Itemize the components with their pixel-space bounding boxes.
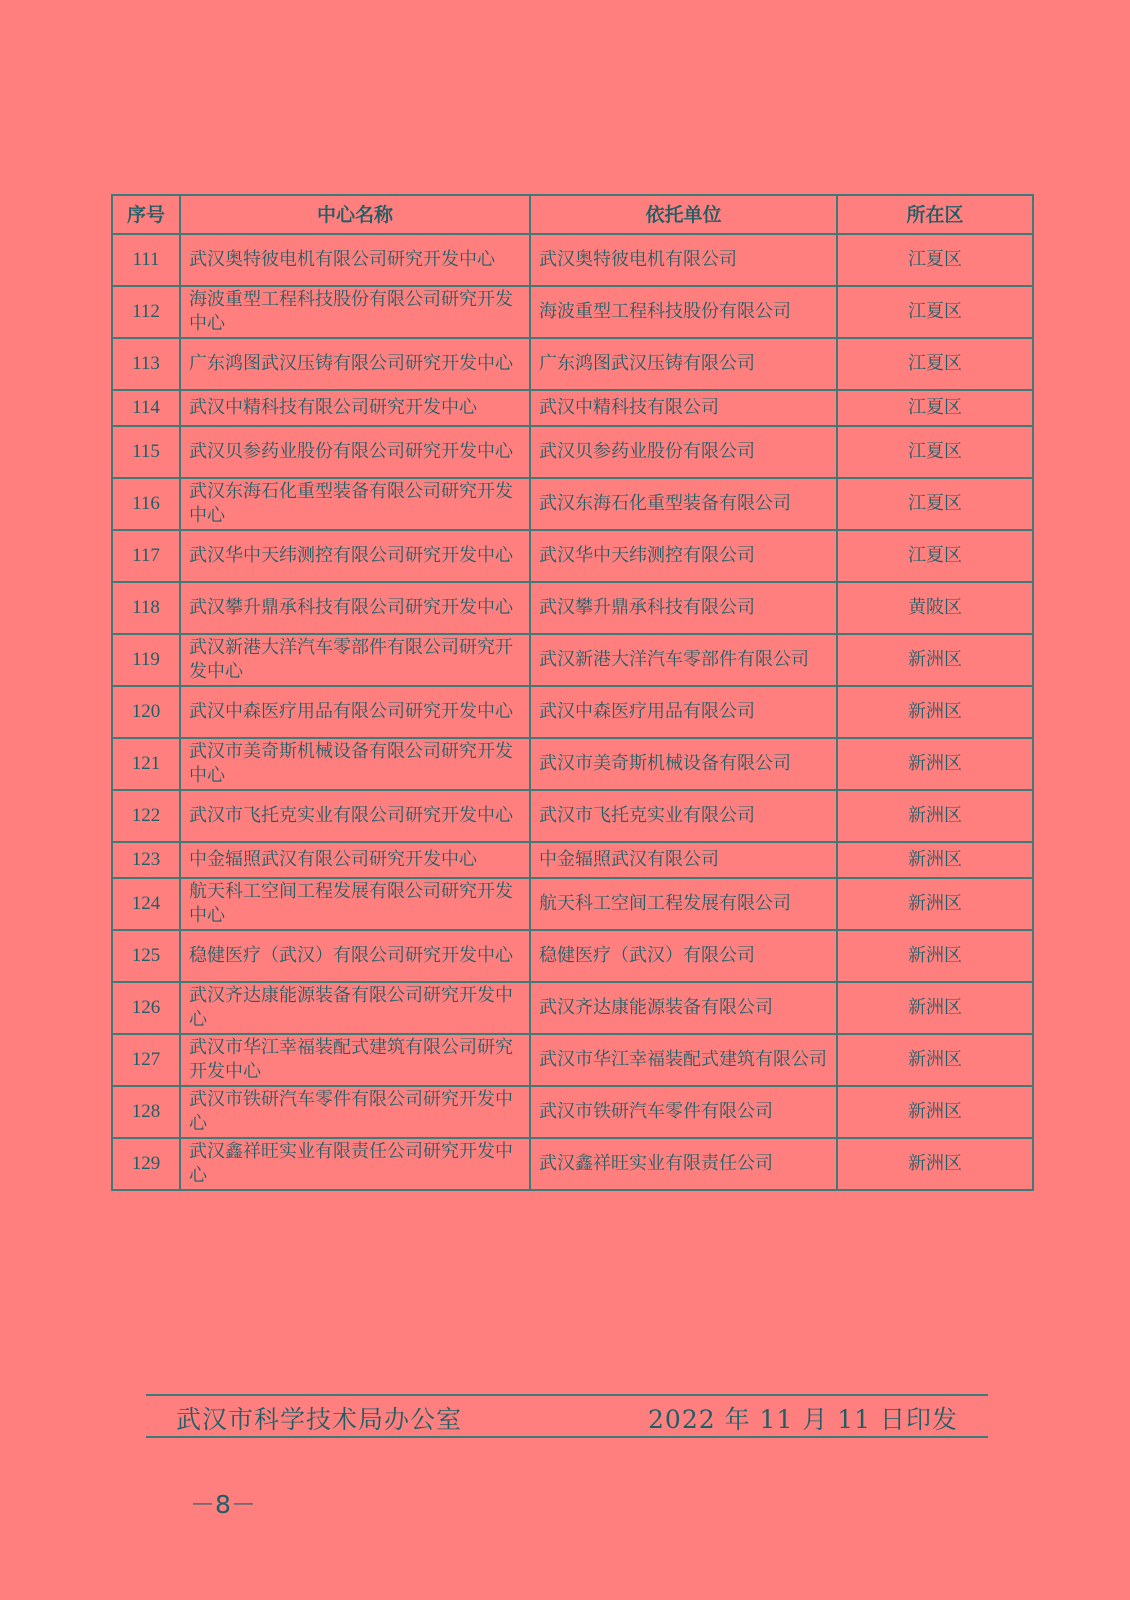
row-number: 126 (112, 982, 180, 1034)
table-row (112, 390, 1033, 426)
table-row (112, 426, 1033, 478)
center-name: 武汉齐达康能源装备有限公司研究开发中心 (180, 982, 530, 1034)
host-unit: 武汉攀升鼎承科技有限公司 (530, 582, 837, 634)
row-number: 116 (112, 478, 180, 530)
row-number: 120 (112, 686, 180, 738)
host-unit: 航天科工空间工程发展有限公司 (530, 878, 837, 930)
table-row (112, 634, 1033, 686)
host-unit: 武汉华中天纬测控有限公司 (530, 530, 837, 582)
row-number: 118 (112, 582, 180, 634)
center-name: 武汉市飞托克实业有限公司研究开发中心 (180, 790, 530, 842)
district: 江夏区 (837, 338, 1033, 390)
table-row (112, 1086, 1033, 1138)
district: 黄陂区 (837, 582, 1033, 634)
center-name: 武汉东海石化重型装备有限公司研究开发中心 (180, 478, 530, 530)
table-row (112, 582, 1033, 634)
table-row (112, 478, 1033, 530)
center-name: 武汉贝参药业股份有限公司研究开发中心 (180, 426, 530, 478)
table-row (112, 982, 1033, 1034)
row-number: 125 (112, 930, 180, 982)
district: 新洲区 (837, 1034, 1033, 1086)
host-unit: 武汉鑫祥旺实业有限责任公司 (530, 1138, 837, 1190)
district: 江夏区 (837, 234, 1033, 286)
district: 江夏区 (837, 390, 1033, 426)
host-unit: 武汉中精科技有限公司 (530, 390, 837, 426)
header-center-name: 中心名称 (180, 195, 530, 234)
center-name: 航天科工空间工程发展有限公司研究开发中心 (180, 878, 530, 930)
district: 新洲区 (837, 878, 1033, 930)
district: 新洲区 (837, 982, 1033, 1034)
center-name: 武汉攀升鼎承科技有限公司研究开发中心 (180, 582, 530, 634)
host-unit: 武汉中森医疗用品有限公司 (530, 686, 837, 738)
header-no: 序号 (112, 195, 180, 234)
district: 新洲区 (837, 1138, 1033, 1190)
row-number: 112 (112, 286, 180, 338)
header-district: 所在区 (837, 195, 1033, 234)
rd-center-table (111, 194, 1034, 1191)
host-unit: 武汉市华江幸福装配式建筑有限公司 (530, 1034, 837, 1086)
table-row (112, 842, 1033, 878)
district: 新洲区 (837, 842, 1033, 878)
table-body (112, 234, 1033, 1190)
host-unit: 海波重型工程科技股份有限公司 (530, 286, 837, 338)
center-name: 武汉中森医疗用品有限公司研究开发中心 (180, 686, 530, 738)
table-row (112, 878, 1033, 930)
table-row (112, 530, 1033, 582)
center-name: 武汉中精科技有限公司研究开发中心 (180, 390, 530, 426)
host-unit: 武汉新港大洋汽车零部件有限公司 (530, 634, 837, 686)
district: 新洲区 (837, 686, 1033, 738)
district: 江夏区 (837, 478, 1033, 530)
center-name: 中金辐照武汉有限公司研究开发中心 (180, 842, 530, 878)
center-name: 海波重型工程科技股份有限公司研究开发中心 (180, 286, 530, 338)
footer-top-rule (146, 1394, 988, 1396)
center-name: 武汉鑫祥旺实业有限责任公司研究开发中心 (180, 1138, 530, 1190)
table-row (112, 686, 1033, 738)
row-number: 129 (112, 1138, 180, 1190)
center-name: 武汉市华江幸福装配式建筑有限公司研究开发中心 (180, 1034, 530, 1086)
table-row (112, 234, 1033, 286)
header-host-unit: 依托单位 (530, 195, 837, 234)
center-name: 武汉新港大洋汽车零部件有限公司研究开发中心 (180, 634, 530, 686)
footer (176, 1400, 958, 1436)
row-number: 128 (112, 1086, 180, 1138)
center-name: 武汉市铁研汽车零件有限公司研究开发中心 (180, 1086, 530, 1138)
row-number: 111 (112, 234, 180, 286)
center-name: 武汉市美奇斯机械设备有限公司研究开发中心 (180, 738, 530, 790)
row-number: 123 (112, 842, 180, 878)
district: 新洲区 (837, 790, 1033, 842)
center-name: 稳健医疗（武汉）有限公司研究开发中心 (180, 930, 530, 982)
host-unit: 广东鸿图武汉压铸有限公司 (530, 338, 837, 390)
host-unit: 武汉齐达康能源装备有限公司 (530, 982, 837, 1034)
host-unit: 武汉奥特彼电机有限公司 (530, 234, 837, 286)
host-unit: 稳健医疗（武汉）有限公司 (530, 930, 837, 982)
row-number: 127 (112, 1034, 180, 1086)
district: 新洲区 (837, 738, 1033, 790)
table-row (112, 738, 1033, 790)
row-number: 113 (112, 338, 180, 390)
district: 江夏区 (837, 286, 1033, 338)
table-row (112, 286, 1033, 338)
table-header-row (112, 195, 1033, 234)
row-number: 117 (112, 530, 180, 582)
district: 新洲区 (837, 930, 1033, 982)
table-row (112, 338, 1033, 390)
page-number: －8－ (190, 1490, 256, 1519)
district: 新洲区 (837, 1086, 1033, 1138)
district: 江夏区 (837, 530, 1033, 582)
center-name: 武汉奥特彼电机有限公司研究开发中心 (180, 234, 530, 286)
row-number: 121 (112, 738, 180, 790)
district: 江夏区 (837, 426, 1033, 478)
host-unit: 武汉贝参药业股份有限公司 (530, 426, 837, 478)
table-row (112, 790, 1033, 842)
issuer-name: 武汉市科学技术局办公室 (176, 1405, 463, 1434)
table-row (112, 930, 1033, 982)
table-row (112, 1034, 1033, 1086)
row-number: 115 (112, 426, 180, 478)
issue-date: 2022 年 11 月 11 日印发 (648, 1405, 958, 1434)
row-number: 124 (112, 878, 180, 930)
row-number: 122 (112, 790, 180, 842)
table-row (112, 1138, 1033, 1190)
row-number: 114 (112, 390, 180, 426)
host-unit: 中金辐照武汉有限公司 (530, 842, 837, 878)
center-name: 武汉华中天纬测控有限公司研究开发中心 (180, 530, 530, 582)
host-unit: 武汉市飞托克实业有限公司 (530, 790, 837, 842)
district: 新洲区 (837, 634, 1033, 686)
footer-bottom-rule (146, 1436, 988, 1438)
host-unit: 武汉市铁研汽车零件有限公司 (530, 1086, 837, 1138)
host-unit: 武汉东海石化重型装备有限公司 (530, 478, 837, 530)
row-number: 119 (112, 634, 180, 686)
host-unit: 武汉市美奇斯机械设备有限公司 (530, 738, 837, 790)
center-name: 广东鸿图武汉压铸有限公司研究开发中心 (180, 338, 530, 390)
